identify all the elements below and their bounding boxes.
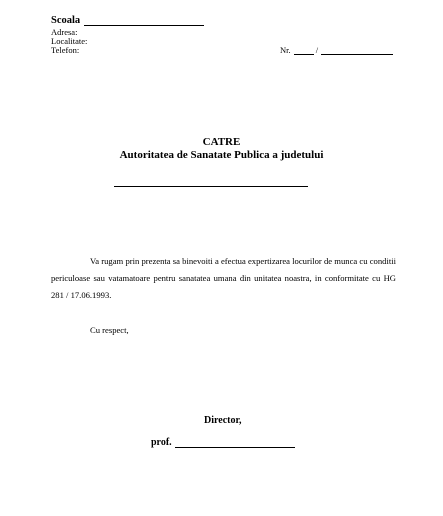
county-blank-line xyxy=(114,186,308,187)
request-paragraph: Va rugam prin prezenta sa binevoiti a efectua expertizarea locurilor de munca cu conditii periculoase sau vatamatoare pentru sanatatea umana din unitatea noastra, in conformitate cu HG 281 / 17.06.1993. xyxy=(51,256,396,300)
prof-name-blank xyxy=(175,438,295,448)
signature-line xyxy=(151,437,295,448)
nr-number-blank xyxy=(294,46,314,55)
signature-title: Director, xyxy=(204,415,242,426)
registration-number xyxy=(280,45,393,55)
recipient-to: CATRE xyxy=(202,136,241,148)
closing-text: Cu respect, xyxy=(90,325,129,335)
address-label: Adresa: xyxy=(51,27,78,37)
school-name-blank xyxy=(84,16,204,26)
nr-label: Nr. xyxy=(280,45,291,55)
prof-label: prof. xyxy=(151,437,172,448)
school-label: Scoala xyxy=(51,15,81,26)
nr-date-blank xyxy=(321,46,393,55)
locality-label: Localitate: xyxy=(51,36,88,46)
nr-separator: / xyxy=(315,45,319,55)
recipient-authority: Autoritatea de Sanatate Publica a judetului xyxy=(119,149,324,161)
phone-label: Telefon: xyxy=(51,45,80,55)
school-line xyxy=(51,15,204,26)
